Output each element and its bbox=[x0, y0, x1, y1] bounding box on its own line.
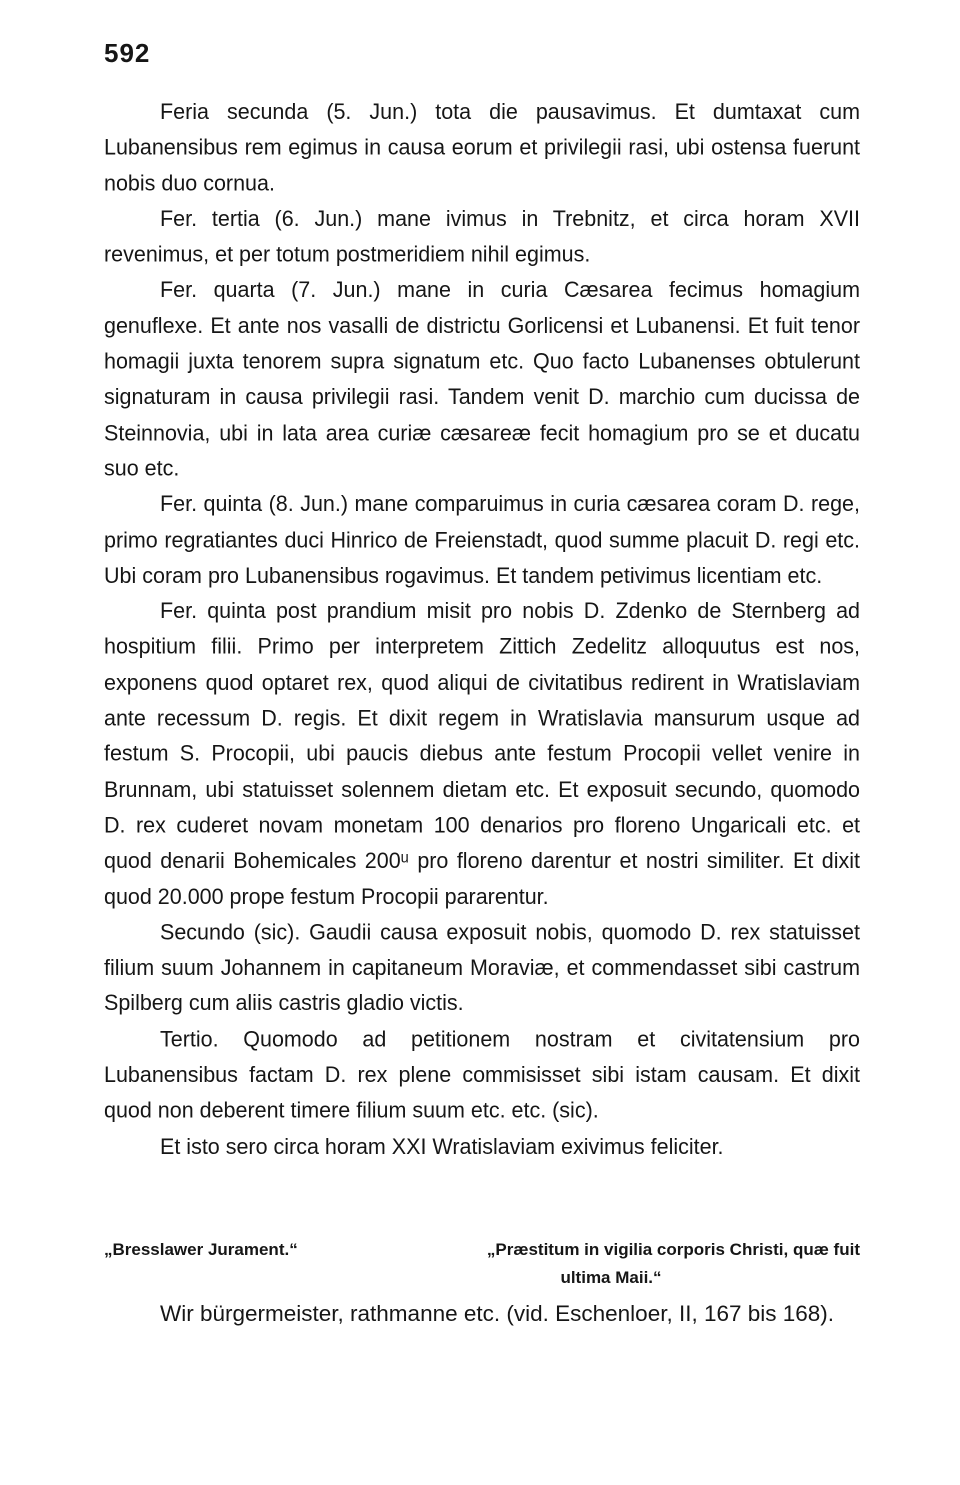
paragraph-fer-quinta: Fer. quinta (8. Jun.) mane comparuimus in curia cæsarea coram D. rege, primo regratiantes duci Hinrico de Freienstadt, quod summe placuit D. regi etc. Ubi coram pro Lubanensibus rogavimus. Et tandem petivimus licentiam etc. bbox=[104, 491, 860, 588]
paragraph-wir-burgermeister: Wir bürgermeister, rathmanne etc. (vid. Eschenloer, II, 167 bis 168). bbox=[160, 1301, 835, 1326]
paragraph-fer-quarta: Fer. quarta (7. Jun.) mane in curia Cæsarea fecimus homagium genuflexe. Et ante nos vasalli de districtu Gorlicensi et Lubanensi. Et fuit tenor homagii juxta tenorem supra signatum etc. Quo facto Lubanenses obtulerunt signaturam in causa privilegii rasi. Tandem venit D. marchio cum ducissa de Steinnovia, ubi in lata area curiæ cæsareæ fecit homagium pro se et ducatu suo etc. bbox=[104, 277, 860, 481]
heading-row bbox=[104, 1236, 860, 1264]
paragraph-fer-tertia: Fer. tertia (6. Jun.) mane ivimus in Trebnitz, et circa horam XVII revenimus, et per totum postmeridiem nihil egimus. bbox=[104, 206, 860, 267]
heading-subtitle-continued: ultima Maii.“ bbox=[560, 1268, 662, 1287]
closing-text bbox=[104, 1294, 860, 1334]
heading-title: „Bresslawer Jurament.“ bbox=[104, 1240, 298, 1259]
paragraph-feria-secunda: Feria secunda (5. Jun.) tota die pausavimus. Et dumtaxat cum Lubanensibus rem egimus in causa eorum et privilegii rasi, ubi ostensa fuerunt nobis duo cornua. bbox=[104, 99, 860, 196]
paragraph-fer-quinta-post-prandium: Fer. quinta post prandium misit pro nobis D. Zdenko de Sternberg ad hospitium filii. Primo per interpretem Zittich Zedelitz alloquutus est nos, exponens quod optaret rex, quod aliqui de civitatibus redirent in Wratislaviam ante recessum D. regis. Et dixit regem in Wratislavia mansurum usque ad festum S. Procopii, ubi paucis diebus ante festum Procopii vellet venire in Brunnam, ubi statuisset solennem dietam etc. Et exposuit secundo, quomodo D. rex cuderet novam monetam 100 denarios pro floreno Ungaricali etc. et quod denarii Bohemicales 200ᵘ pro floreno darentur et nostri similiter. Et dixit quod 20.000 prope festum Procopii pararentur. bbox=[104, 598, 860, 909]
paragraph-secundo: Secundo (sic). Gaudii causa exposuit nobis, quomodo D. rex statuisset filium suum Johannem in capitaneum Moraviæ, et commendasset sibi castrum Spilberg cum aliis castris gladio victis. bbox=[104, 919, 860, 1016]
paragraph-et-isto-sero: Et isto sero circa horam XXI Wratislaviam exivimus feliciter. bbox=[160, 1133, 724, 1159]
body-text bbox=[104, 94, 860, 1164]
paragraph-tertio: Tertio. Quomodo ad petitionem nostram et civitatensium pro Lubanensibus factam D. rex plene commisisset sibi istam causam. Et dixit quod non deberent timere filium suum etc. etc. (sic). bbox=[104, 1026, 860, 1123]
document-page bbox=[104, 0, 860, 1485]
page-number: 592 bbox=[104, 38, 151, 68]
section-heading bbox=[104, 1236, 860, 1292]
heading-subtitle: „Præstitum in vigilia corporis Christi, quæ fuit bbox=[486, 1240, 860, 1259]
